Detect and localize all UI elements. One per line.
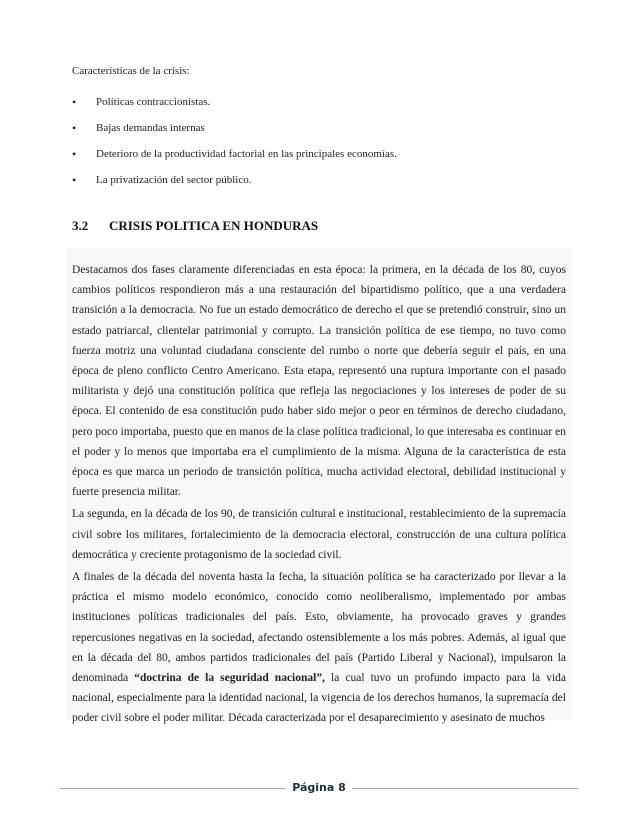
page-number: Página 8 [292,781,346,794]
footer-rule-right [352,788,578,789]
section-title: CRISIS POLITICA EN HONDURAS [109,218,319,233]
list-item: • Políticas contraccionistas. [72,95,566,121]
list-item: • La privatización del sector público. [72,173,566,199]
paragraph-text: la cual tuvo un profundo impacto para la vida nacional, especialmente para la identidad nacional, la vigencia de los derechos humanos, la supremacía del poder civil sobre el poder militar. Década caracterizada por el desaparecimiento y asesinato de muchos [72,672,566,725]
paragraph-first-phase: Destacamos dos fases claramente diferenciadas en esta época: la primera, en la década de los 80, cuyos cambios políticos respondieron más a una restauración del bipartidismo político, que a una verdadera transición a la democracia. No fue un estado democrático de derecho el que se pretendió construir, sino un estado patriarcal, clientelar patrimonial y corrupto. La transición política de ese tiempo, no tuvo como fuerza motriz una voluntad ciudadana consciente del rumbo o norte que debería seguir el país, en una época de pleno conflicto Centro Americano. Esta etapa, representó una ruptura importante con el pasado militarista y dejó una constitución política que refleja las negociaciones y los intereses de poder de su época. El contenido de esa constitución pudo haber sido mejor o peor en términos de derecho ciudadano, pero poco importaba, puesto que en manos de la clase política tradicional, lo que interesaba es continuar en el poder y lo menos que importaba era el cumplimiento de la misma. Alguna de la característica de esta época es que marca un periodo de transición política, mucha actividad electoral, debilidad institucional y fuerte presencia militar. [72,264,566,499]
crisis-characteristics-label: Características de la crisis: [72,65,190,77]
paragraph-text: A finales de la década del noventa hasta la fecha, la situación política se ha caracterizado por llevar a la práctica el mismo modelo económico, conocido como neoliberalismo, implementado por ambas instituciones políticas tradicionales del país. Esto, obviamente, ha provocado graves y grandes repercusiones negativas en la sociedad, afectando ostensiblemente a los más pobres. Además, al igual que en la década del 80, ambos partidos tradicionales del país (Partido Liberal y Nacional), impulsaron la denominada [72,571,566,685]
body-text [66,248,572,725]
list-item: • Deterioro de la productividad factorial en las principales economías. [72,147,566,173]
paragraph-second-phase: La segunda, en la década de los 90, de transición cultural e institucional, restablecimiento de la supremacía civil sobre los militares, fortalecimiento de la democracia electoral, construcción de una cultura política democrática y creciente protagonismo de la sociedad civil. [72,508,566,561]
section-heading [72,218,566,234]
page-footer [60,780,578,796]
section-number: 3.2 [72,218,89,233]
bold-phrase: “doctrina de la seguridad nacional”, [134,672,325,685]
paragraph-late-nineties [72,567,566,729]
crisis-characteristics-list [72,95,566,199]
footer-rule-left [60,788,286,789]
list-item: • Bajas demandas internas [72,121,566,147]
